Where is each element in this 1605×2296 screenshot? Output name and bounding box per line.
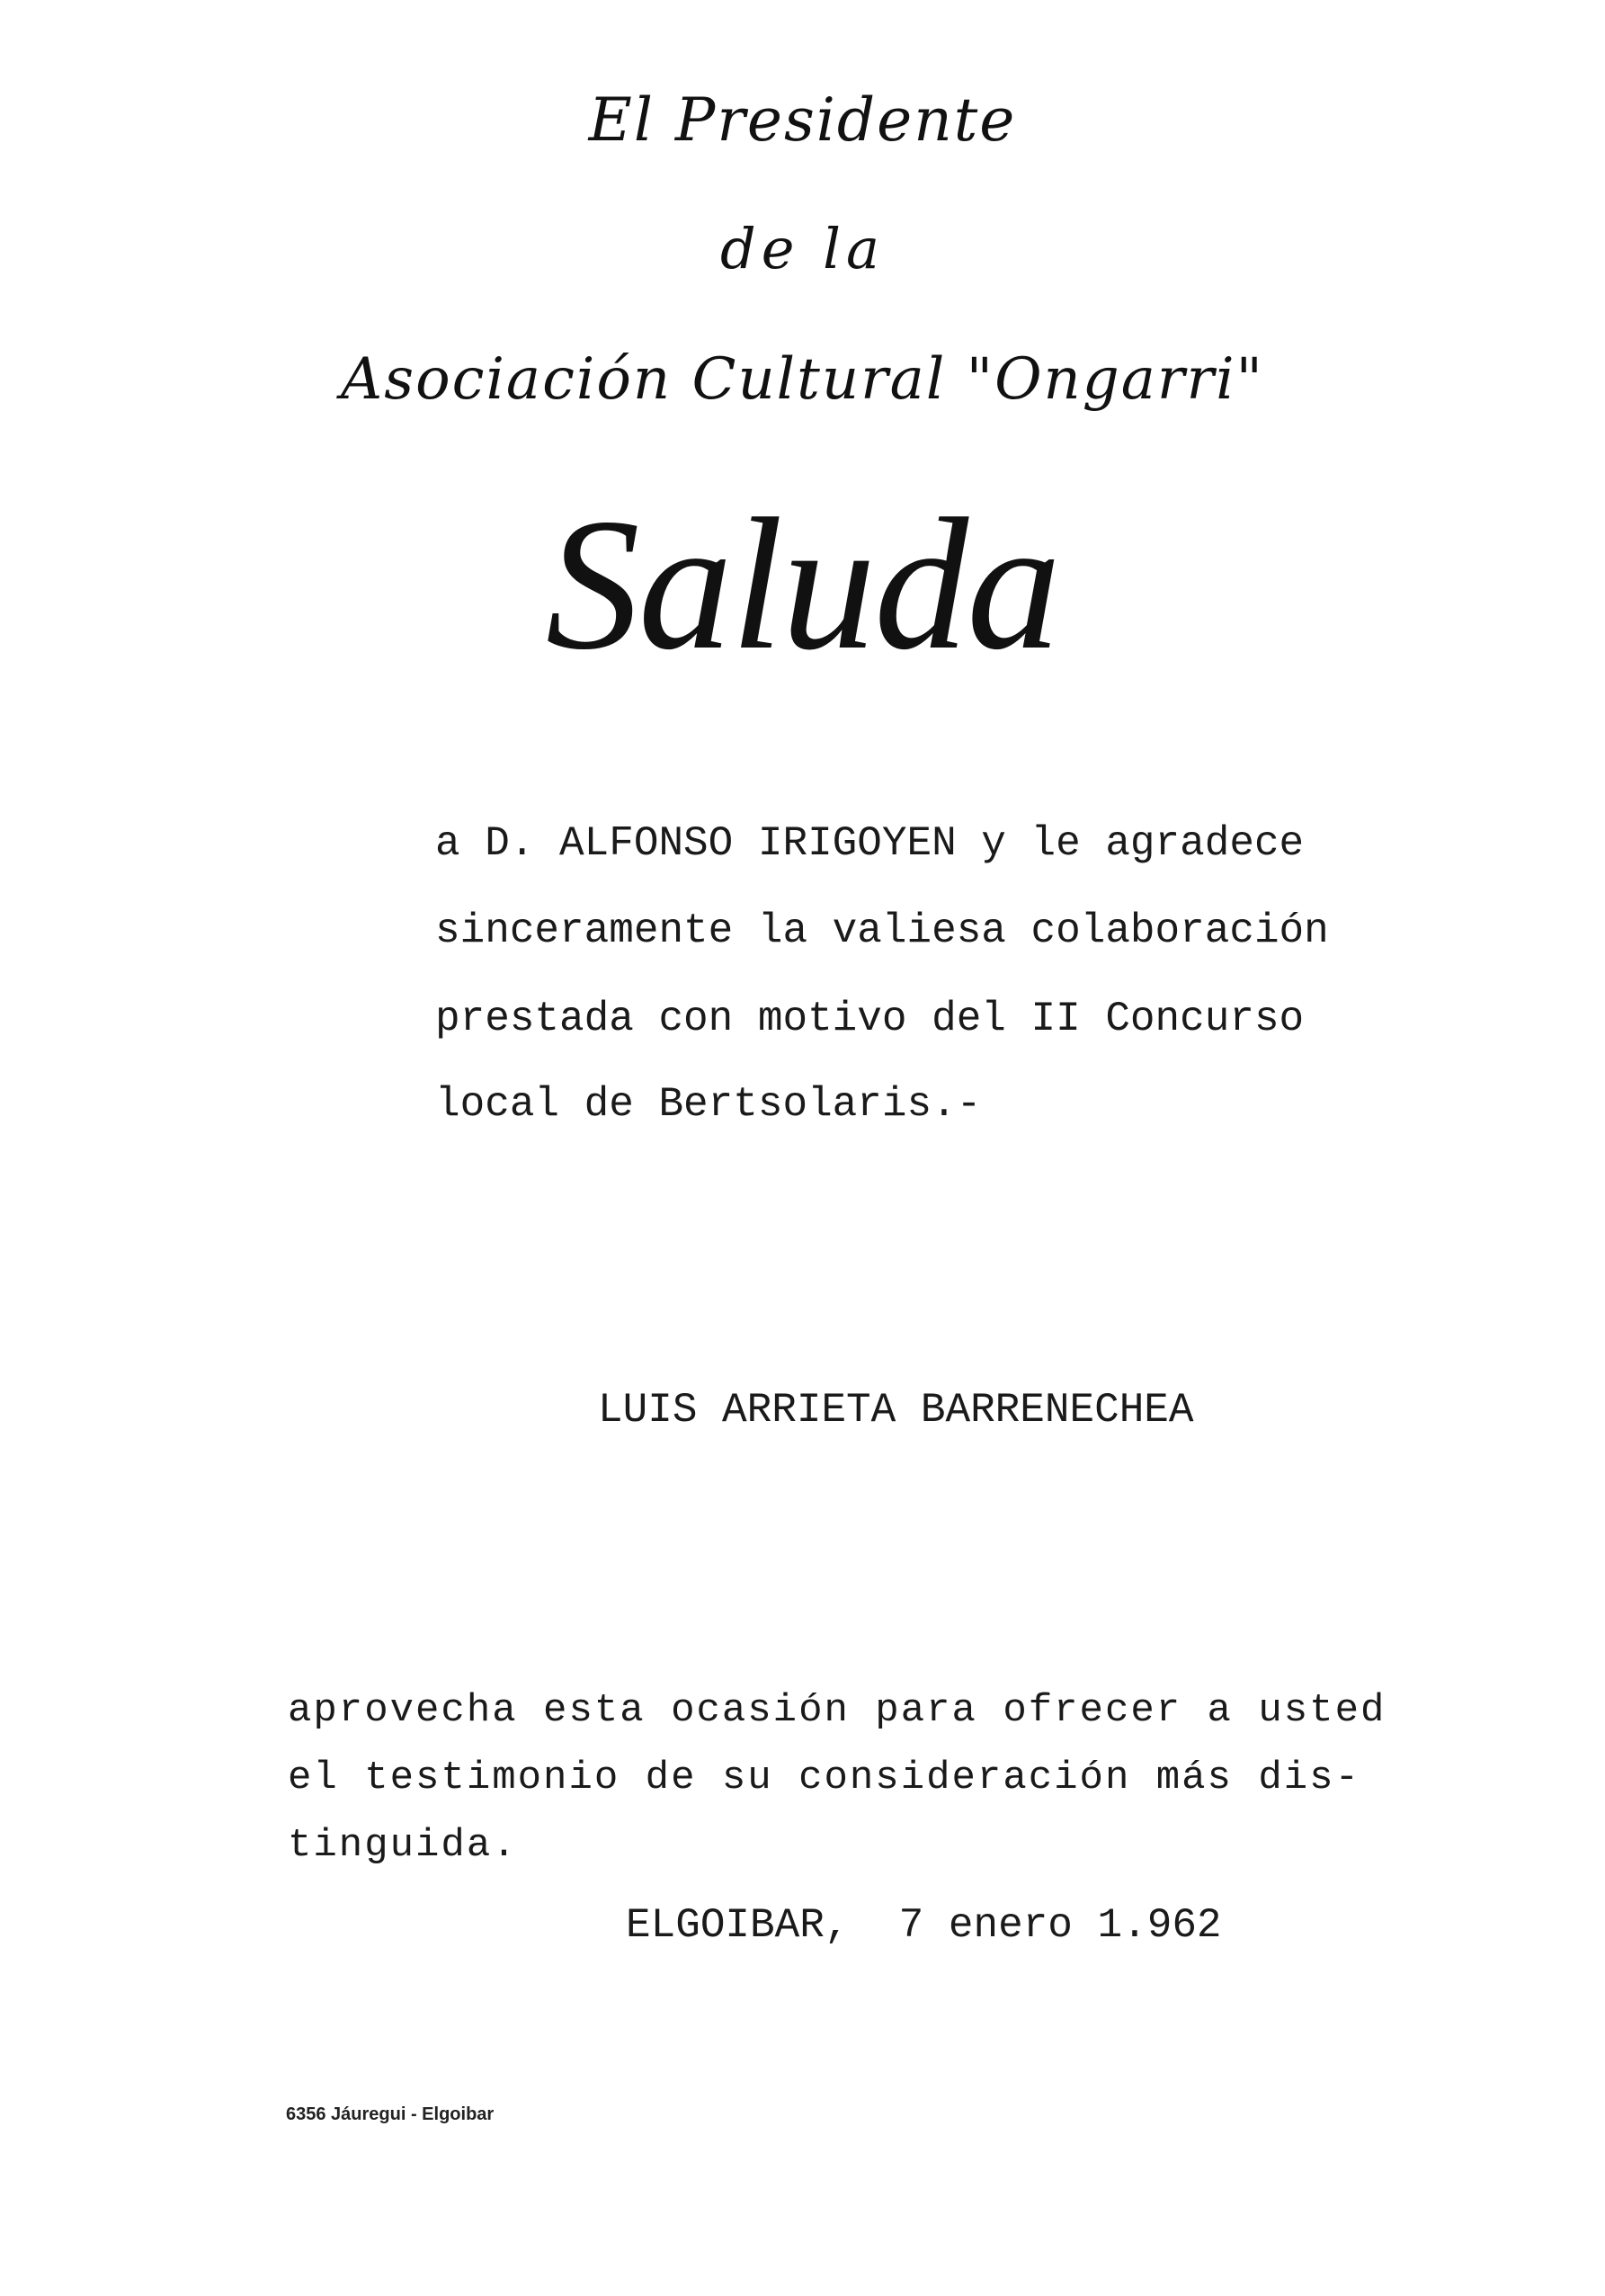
closing-line: tinguida. [288,1823,518,1868]
printer-imprint: 6356 Jáuregui - Elgoibar [286,2104,495,2124]
closing-line: el testimonio de su consideración más dis- [288,1756,1360,1800]
header-line-president: El Presidente [588,85,1017,155]
message-line: sinceramente la valiesa colaboración [435,907,1329,954]
date-value: 7 enero 1.962 [898,1902,1222,1949]
message-line: prestada con motivo del II Concurso [435,996,1305,1042]
document-title: Saluda [545,480,1060,689]
signer-name: LUIS ARRIETA BARRENECHEA [598,1387,1194,1434]
date-line [626,1902,1222,1949]
message-line: local de Bertsolaris.- [435,1081,982,1128]
closing-line: aprovecha esta ocasión para ofrecer a usted [288,1688,1387,1733]
header-line-of-the: de la [720,216,885,281]
message-line: a D. ALFONSO IRIGOYEN y le agradece [435,820,1305,867]
header-line-association: Asociación Cultural "Ongarri" [341,346,1264,413]
date-place: ELGOIBAR, [626,1902,850,1949]
